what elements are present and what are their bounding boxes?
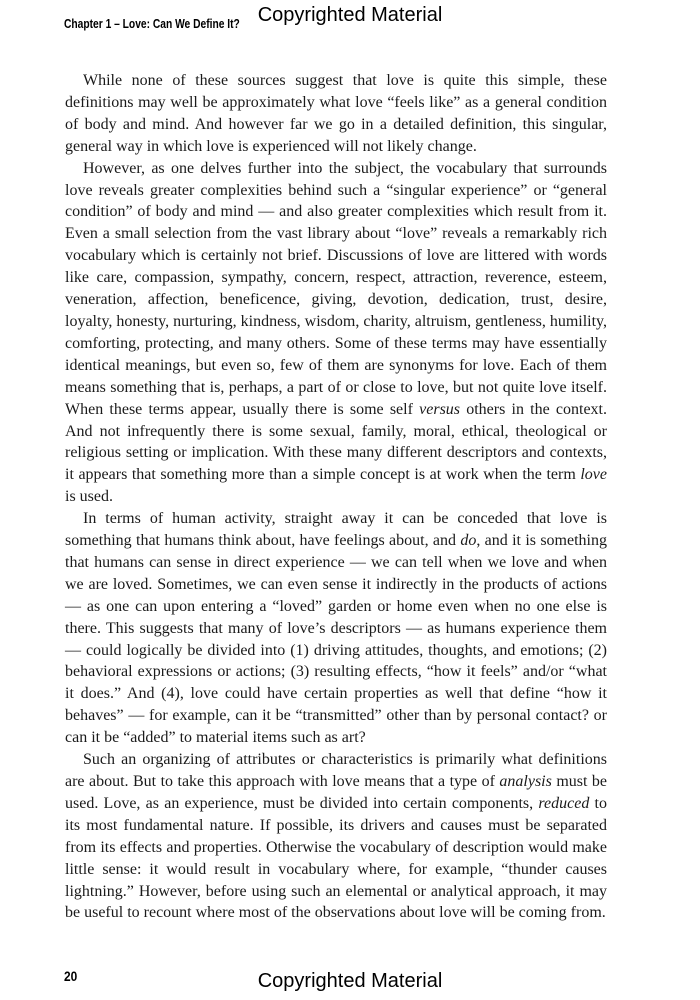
text-run: others in the context. And not infrequently there is some sexual, family, moral, ethical, theological or religious setting or implication. With these many different descriptors and contexts, it appears that something more than a simple concept is at work when the term: [65, 400, 608, 484]
italic-term-love: love: [580, 466, 607, 484]
italic-term-versus: versus: [419, 400, 461, 418]
running-head: Chapter 1 – Love: Can We Define It?: [64, 17, 240, 31]
text-run: is used.: [65, 488, 113, 506]
paragraph-1: [65, 70, 607, 158]
text-run: must be used. Love, as an experience, must be divided into certain components,: [65, 773, 608, 812]
text-run: Such an organizing of attributes or characteristics is primarily what definitions are about. But to take this approach with love means that a type of: [65, 751, 607, 790]
watermark-top: Copyrighted Material: [257, 4, 443, 26]
italic-term-do: do: [460, 532, 477, 550]
text-run: In terms of human activity, straight away it can be conceded that love is something that humans think about, have feelings about, and: [65, 510, 607, 550]
italic-term-reduced: reduced: [538, 794, 590, 812]
text-run: to its most fundamental nature. If possible, its drivers and causes must be separated from its effects and properties. Otherwise the vocabulary of description would make little sense: it would result in vocabulary where, for example, “thunder causes lightning.” However, before using such an elemental or analytical approach, it may be useful to recount where most of the observations about love will be coming from.: [65, 794, 608, 922]
italic-term-analysis: analysis: [499, 773, 552, 790]
text-run: , and it is something that humans can sense in direct experience — we can tell when we love and when we are loved. Sometimes, we can even sense it indirectly in the products of actions — as one can upon entering a “loved” garden or home even when no one else is there. This suggests that many of love’s descriptors — as humans experience them — could logically be divided into (1) driving attitudes, thoughts, and emotions; (2) behavioral expressions or actions; (3) resulting effects, “how it feels” and/or “what it does.” And (4), love could have certain properties as well that define “how it behaves” — for example, can it be “transmitted” other than by personal contact? or can it be “added” to material items such as art?: [65, 532, 607, 747]
body-text: [65, 70, 607, 924]
paragraph-3: [65, 508, 607, 749]
paragraph-2: [65, 158, 607, 509]
text-run: While none of these sources suggest that love is quite this simple, these definitions may well be approximately what love “feels like” as a general condition of body and mind. And however far we go in a detailed definition, this singular, general way in which love is experienced will not likely change.: [65, 72, 607, 155]
watermark-bottom: Copyrighted Material: [257, 970, 443, 992]
text-run: However, as one delves further into the subject, the vocabulary that surrounds love reveals greater complexities behind such a “singular experience” or “general condition” of body and mind — and also greater complexities which result from it. Even a small selection from the vast library about “love” reveals a remarkably rich vocabulary which is certainly not brief. Discussions of love are littered with words like care, compassion, sympathy, concern, respect, attraction, reverence, esteem, veneration, affection, beneficence, giving, devotion, dedication, trust, desire, loyalty, honesty, nurturing, kindness, wisdom, charity, altruism, gentleness, humility, comforting, protecting, and many others. Some of these terms may have essentially identical meanings, but even so, few of them are synonyms for love. Each of them means something that is, perhaps, a part of or close to love, but not quite love itself. When these terms appear, usually there is some self: [65, 159, 608, 418]
paragraph-4: [65, 749, 607, 924]
page-number: 20: [64, 968, 78, 984]
